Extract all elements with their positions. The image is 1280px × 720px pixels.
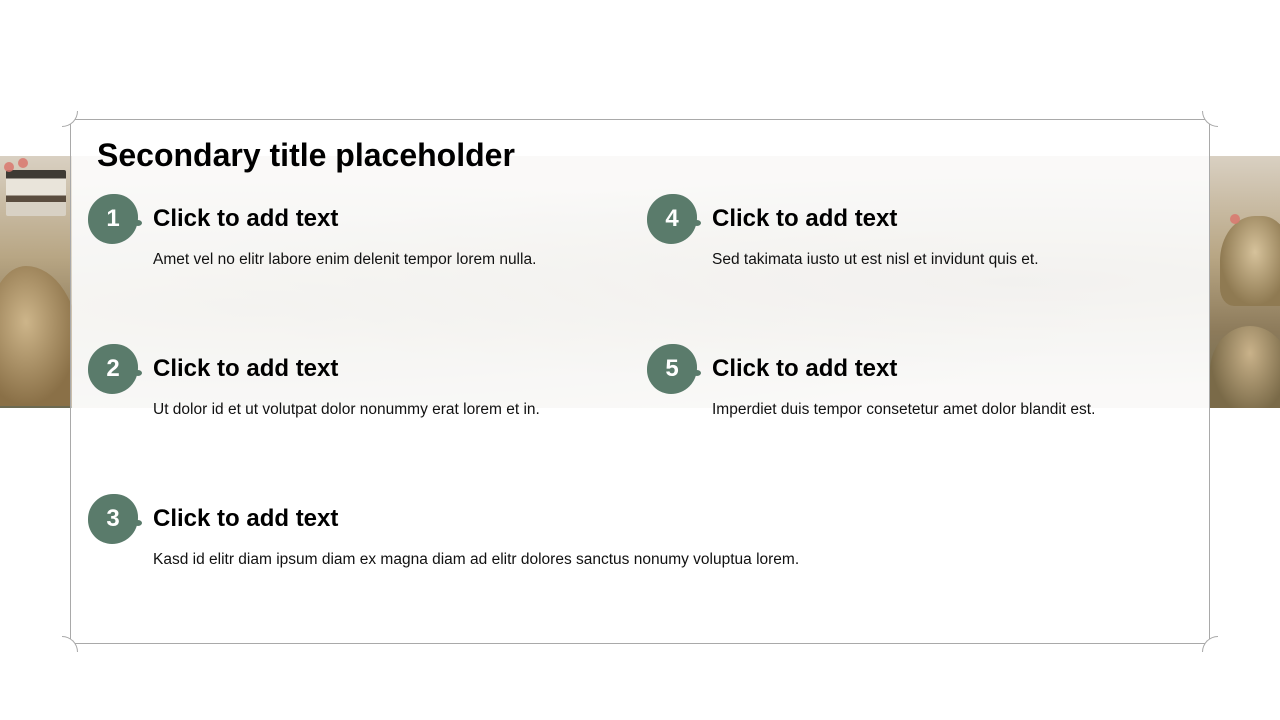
card-corner bbox=[1202, 636, 1218, 652]
item-heading[interactable]: Click to add text bbox=[712, 355, 898, 382]
number-badge: 1 bbox=[88, 194, 138, 244]
blossom-decoration bbox=[1230, 214, 1240, 224]
item-heading[interactable]: Click to add text bbox=[153, 505, 339, 532]
item-heading[interactable]: Click to add text bbox=[712, 205, 898, 232]
landscape-left-image bbox=[0, 156, 72, 408]
number-badge: 5 bbox=[647, 344, 697, 394]
blossom-decoration bbox=[1240, 356, 1250, 366]
blossom-decoration bbox=[4, 162, 14, 172]
card-corner bbox=[1202, 111, 1218, 127]
slide-title[interactable]: Secondary title placeholder bbox=[97, 137, 515, 173]
item-body[interactable]: Imperdiet duis tempor consetetur amet dolor blandit est. bbox=[712, 401, 1096, 418]
item-body[interactable]: Kasd id elitr diam ipsum diam ex magna diam ad elitr dolores sanctus nonumy voluptua lorem. bbox=[153, 551, 800, 568]
item-body[interactable]: Sed takimata iusto ut est nisl et invidunt quis et. bbox=[712, 251, 1039, 268]
item-body[interactable]: Amet vel no elitr labore enim delenit tempor lorem nulla. bbox=[153, 251, 537, 268]
card-corner bbox=[62, 111, 78, 127]
blossom-decoration bbox=[18, 158, 28, 168]
item-heading[interactable]: Click to add text bbox=[153, 355, 339, 382]
number-badge: 4 bbox=[647, 194, 697, 244]
number-badge: 3 bbox=[88, 494, 138, 544]
number-badge: 2 bbox=[88, 344, 138, 394]
item-heading[interactable]: Click to add text bbox=[153, 205, 339, 232]
landscape-right-image bbox=[1210, 156, 1280, 408]
card-corner bbox=[62, 636, 78, 652]
item-body[interactable]: Ut dolor id et ut volutpat dolor nonummy erat lorem et in. bbox=[153, 401, 540, 418]
